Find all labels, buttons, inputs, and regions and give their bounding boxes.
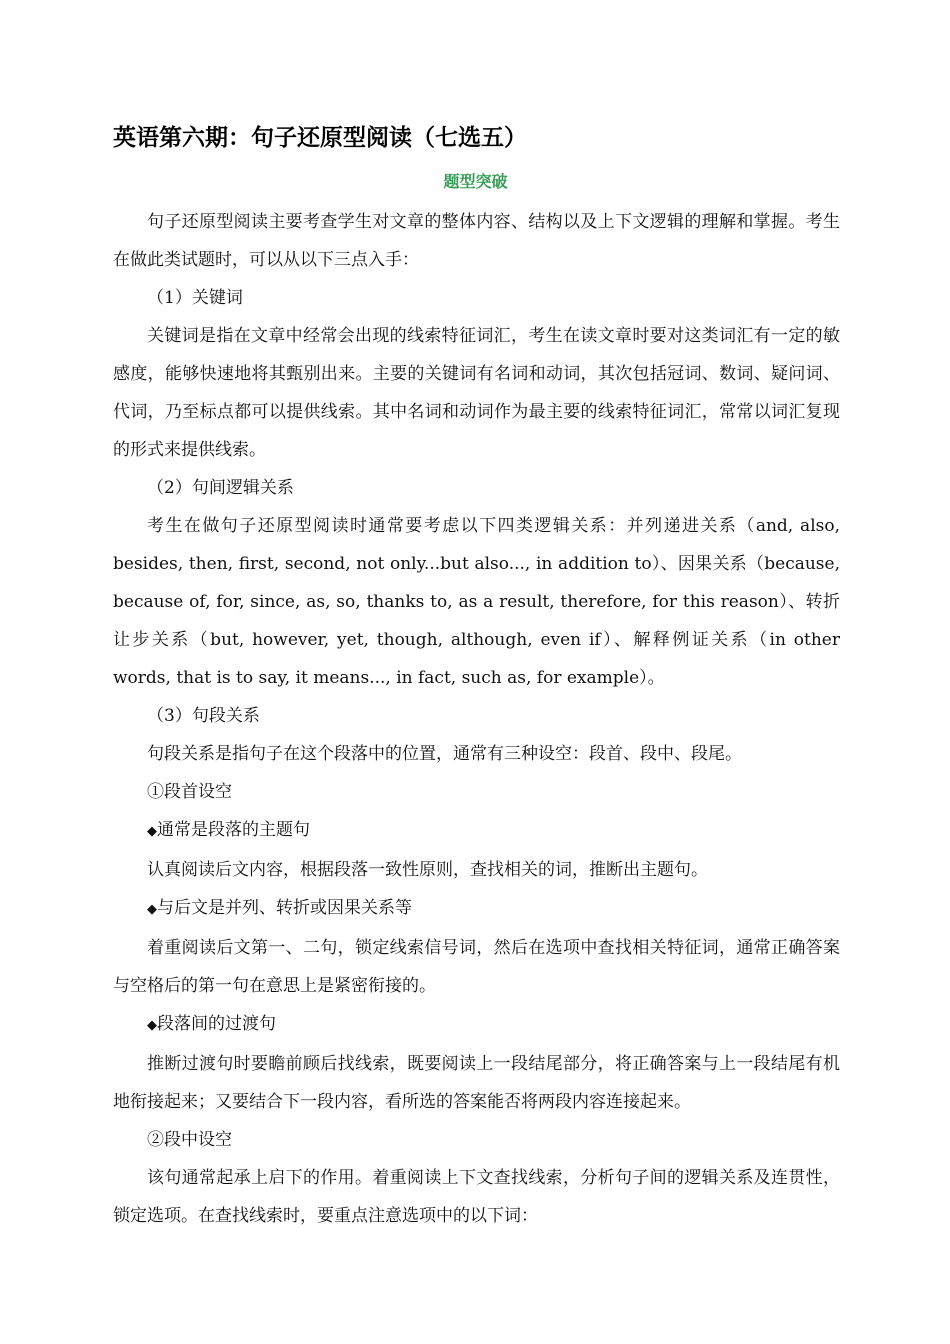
bullet-item-relations — [113, 889, 840, 929]
heading-keywords: （1）关键词 — [147, 288, 243, 308]
page-title: 英语第六期：句子还原型阅读（七选五） — [113, 125, 527, 151]
relations-paragraph: 着重阅读后文第一、二句，锁定线索信号词，然后在选项中查找相关特征词，通常正确答案与空格后的第一句在意思上是紧密衔接的。 — [113, 938, 840, 996]
bullet-item-transition — [113, 1005, 840, 1045]
transition-paragraph: 推断过渡句时要瞻前顾后找线索，既要阅读上一段结尾部分，将正确答案与上一段结尾有机地衔接起来；又要结合下一段内容，看所选的答案能否将两段内容连接起来。 — [113, 1054, 840, 1112]
sentence-paragraph-intro: 句段关系是指句子在这个段落中的位置，通常有三种设空：段首、段中、段尾。 — [147, 744, 742, 764]
diamond-bullet-icon: ◆ — [147, 902, 157, 917]
heading-sentence-paragraph: （3）句段关系 — [147, 706, 260, 726]
heading-logic: （2）句间逻辑关系 — [147, 478, 294, 498]
diamond-bullet-icon: ◆ — [147, 824, 157, 839]
diamond-bullet-icon: ◆ — [147, 1018, 157, 1033]
section-subtitle: 题型突破 — [443, 172, 508, 191]
keywords-paragraph: 关键词是指在文章中经常会出现的线索特征词汇，考生在读文章时要对这类词汇有一定的敏感度，能够快速地将其甄别出来。主要的关键词有名词和动词，其次包括冠词、数词、疑问词、代词，乃至标点都可以提供线索。其中名词和动词作为最主要的线索特征词汇，常常以词汇复现的形式来提供线索。 — [113, 326, 840, 460]
subheading-first-position: ①段首设空 — [147, 782, 232, 802]
bullet-label: 段落间的过渡句 — [157, 1014, 276, 1034]
bullet-label: 与后文是并列、转折或因果关系等 — [157, 898, 412, 918]
topic-sentence-paragraph: 认真阅读后文内容，根据段落一致性原则，查找相关的词，推断出主题句。 — [147, 860, 708, 880]
logic-paragraph: 考生在做句子还原型阅读时通常要考虑以下四类逻辑关系：并列递进关系（and, also, besides, then, first, second, not only...but also..., in addition to）、因果关系（because, because of, for, since, as, so, thanks to, as a result, therefore, for this reason）、转折让步关系（but, however, yet, though, although, even if）、解释例证关系（in other words, that is to say, it means..., in fact, such as, for example）。 — [113, 516, 840, 688]
bullet-item-topic-sentence — [113, 811, 840, 851]
bullet-label: 通常是段落的主题句 — [157, 820, 310, 840]
subheading-middle-position: ②段中设空 — [147, 1130, 232, 1150]
middle-position-paragraph: 该句通常起承上启下的作用。着重阅读上下文查找线索，分析句子间的逻辑关系及连贯性，锁定选项。在查找线索时，要重点注意选项中的以下词： — [113, 1168, 840, 1226]
document-body — [113, 203, 840, 1235]
intro-paragraph: 句子还原型阅读主要考查学生对文章的整体内容、结构以及上下文逻辑的理解和掌握。考生在做此类试题时，可以从以下三点入手： — [113, 212, 840, 270]
